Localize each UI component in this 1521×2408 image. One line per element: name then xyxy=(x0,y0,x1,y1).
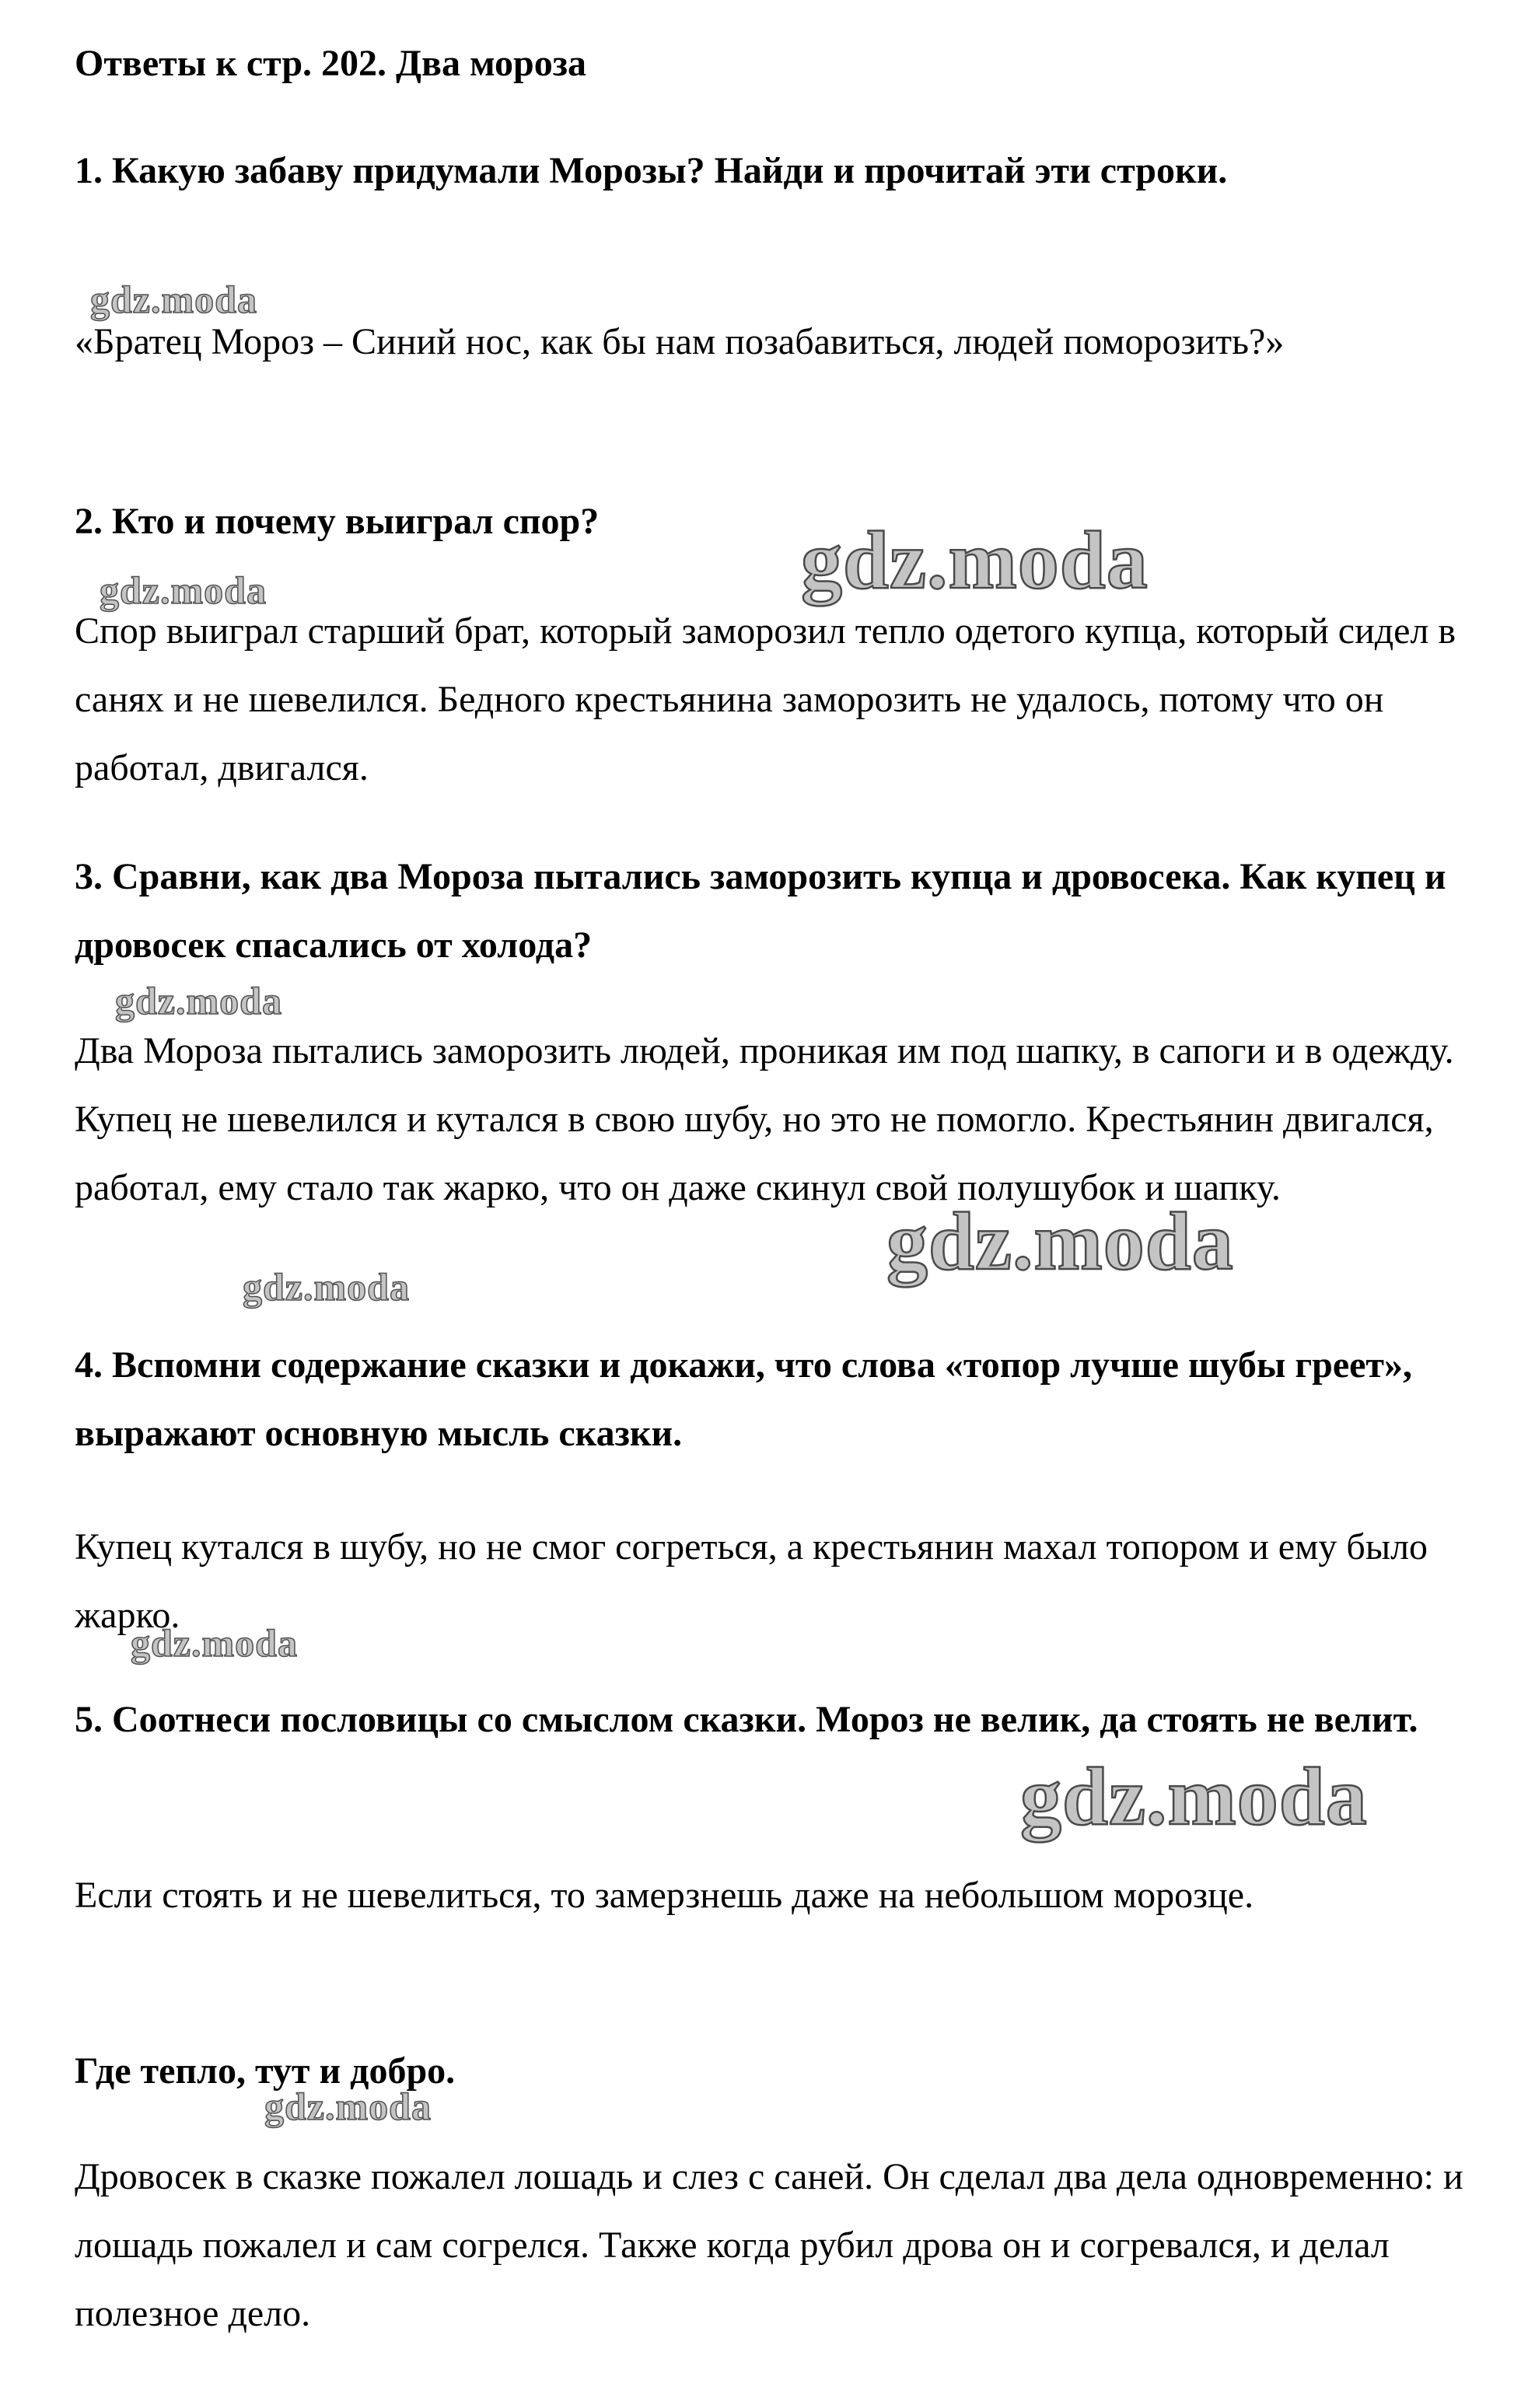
watermark-logo: gdz.moda xyxy=(131,1621,298,1665)
question-3: 3. Сравни, как два Мороза пытались заморозить купца и дровосека. Как купец и дровосек спасались от холода? xyxy=(75,856,1446,966)
question-1: 1. Какую забаву придумали Морозы? Найди и прочитай эти строки. xyxy=(75,150,1228,191)
watermark-logo: gdz.moda xyxy=(886,1196,1234,1287)
answer-5: Если стоять и не шевелиться, то замерзнешь даже на небольшом морозце. xyxy=(75,1875,1254,1916)
question-2: 2. Кто и почему выиграл спор? xyxy=(75,501,600,542)
watermark-logo: gdz.moda xyxy=(1020,1751,1368,1842)
question-5: 5. Соотнеси пословицы со смыслом сказки. Мороз не велик, да стоять не велит. xyxy=(75,1699,1418,1740)
watermark-logo: gdz.moda xyxy=(264,2085,432,2128)
watermark-logo: gdz.moda xyxy=(90,278,257,321)
watermark-logo: gdz.moda xyxy=(100,568,267,612)
watermark-logo: gdz.moda xyxy=(801,515,1149,606)
answer-1: «Братец Мороз – Синий нос, как бы нам позабавиться, людей поморозить?» xyxy=(75,321,1285,362)
question-6: Где тепло, тут и добро. xyxy=(75,2050,456,2092)
answer-3: Два Мороза пытались заморозить людей, проникая им под шапку, в сапоги и в одежду. Купец не шевелился и кутался в свою шубу, но это не помогло. Крестьянин двигался, работал, ему стало так жарко, что он даже скинул свой полушубок и шапку. xyxy=(75,1030,1454,1208)
answer-6: Дровосек в сказке пожалел лошадь и слез с саней. Он сделал два дела одновременно: и лошадь пожалел и сам согрелся. Также когда рубил дрова он и согревался, и делал полезное дело. xyxy=(75,2156,1463,2334)
answer-4: Купец кутался в шубу, но не смог согреться, а крестьянин махал топором и ему было жарко. xyxy=(75,1526,1428,1636)
answer-2: Спор выиграл старший брат, который заморозил тепло одетого купца, который сидел в санях и не шевелился. Бедного крестьянина заморозить не удалось, потому что он работал, двигался. xyxy=(75,610,1456,788)
page-title: Ответы к стр. 202. Два мороза xyxy=(75,43,587,84)
watermark-logo: gdz.moda xyxy=(243,1265,410,1309)
watermark-logo: gdz.moda xyxy=(115,979,282,1022)
question-4: 4. Вспомни содержание сказки и докажи, что слова «топор лучше шубы греет», выражают основную мысль сказки. xyxy=(75,1344,1413,1454)
